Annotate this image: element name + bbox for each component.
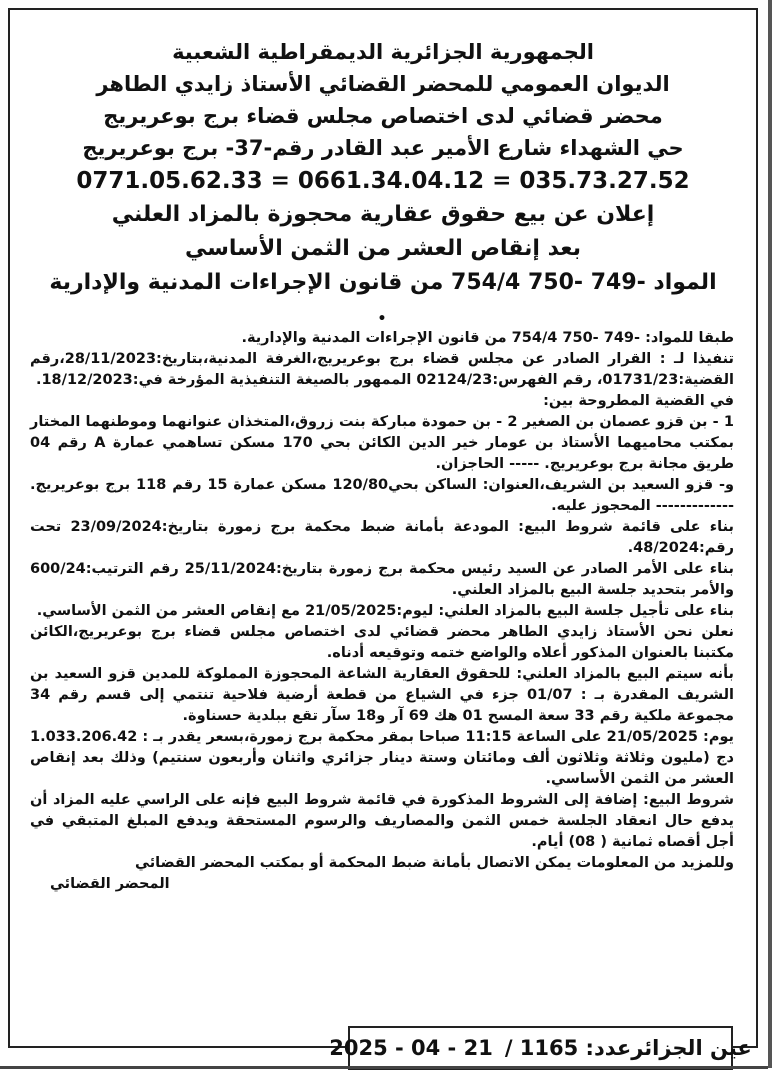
- office-phones: 0771.05.62.33 = 0661.34.04.12 = 035.73.27.52: [76, 168, 690, 194]
- announcement-title: إعلان عن بيع حقوق عقارية محجوزة بالمزاد العلني: [111, 202, 655, 227]
- publication-issue: عين الجزائرعدد: 1165 /: [504, 1036, 752, 1060]
- newspaper-clipping: [8, 8, 764, 1072]
- paragraph-postponement: بناء على تأجيل جلسة البيع بالمزاد العلني: ليوم:21/05/2025 مع إنقاص العشر من الثمن الأساسي.: [36, 603, 734, 619]
- paragraph-property: بأنه سيتم البيع بالمزاد العلني: للحقوق العقارية الشاعة المحجوزة المملوكة للمدين قزو السعيد بن الشريف المقدرة بـ : 01/07 جزء في الشياع من قطعة أرضية فلاحية تنتمي إلى قسم رقم 34 مجموعة ملكية رقم 33 سعة المسح 01 هك 69 آر و18 سآر تقع ببلدية حسناوة.: [30, 666, 734, 724]
- paragraph-legal-basis: طبقا للمواد: -749 -750 754/4 من قانون الإجراءات المدنية والإدارية.: [241, 330, 734, 346]
- publication-footer: [329, 1026, 752, 1070]
- republic-title: الجمهورية الجزائرية الديمقراطية الشعبية: [172, 40, 594, 64]
- paragraph-seizing-parties: 1 - بن قزو عصمان بن الصغير 2 - بن حمودة مباركة بنت زروق،المتخذان عنوانهما وموطنهما المختار بمكتب محاميهما الأستاذ بن عومار خير الدين الكائن بحي 170 مسكن تساهمي عمارة A رقم 04 طريق مجانة برج بوعريريج. ----- الحاجزان.: [30, 414, 734, 472]
- announcement-body: [10, 300, 756, 895]
- separator-dot: •: [377, 311, 387, 327]
- paragraph-sale-conditions: شروط البيع: إضافة إلى الشروط المذكورة في قائمة شروط البيع فإنه على الراسي عليه المزاد أن يدفع حال انعقاد الجلسة خمس الثمن والمصاريف والرسوم المستحقة ويدفع المبلغ المتبقي في أجل أقصاه ثمانية ( 08) أيام.: [30, 792, 734, 850]
- publication-date: 2025 - 04 - 21: [329, 1036, 493, 1060]
- paragraph-sale-date-price: يوم: 21/05/2025 على الساعة 11:15 صباحا بمقر محكمة برج زمورة،بسعر يقدر بـ : 1.033.206.42 دج (مليون وثلاثة وثلاثون ألف ومائتان وستة دينار جزائري واثنان وأربعون سنتيم) وذلك بعد إنقاص العشر من الثمن الأساسي.: [30, 729, 735, 787]
- signature-label: المحضر القضائي: [50, 876, 170, 892]
- paragraph-court-order: بناء على الأمر الصادر عن السيد رئيس محكمة برج زمورة بتاريخ:25/11/2024 رقم الترتيب:600/24 والأمر بتحديد جلسة البيع بالمزاد العلني.: [30, 561, 734, 598]
- paragraph-case-intro: في القضية المطروحة بين:: [543, 393, 734, 409]
- paragraph-seized-party: و- قزو السعيد بن الشريف،العنوان: الساكن بحي120/80 مسكن عمارة 15 رقم 118 برج بوعريريج. ------------- المحجوز عليه.: [30, 477, 734, 514]
- announcement-subtitle: بعد إنقاص العشر من الثمن الأساسي: [185, 236, 581, 261]
- column-divider: [768, 0, 772, 1068]
- bottom-divider: [0, 1066, 768, 1069]
- office-jurisdiction: محضر قضائي لدى اختصاص مجلس قضاء برج بوعريريج: [103, 104, 663, 128]
- announcement-header: [10, 10, 756, 300]
- office-name: الديوان العمومي للمحضر القضائي الأستاذ زايدي الطاهر: [96, 72, 670, 96]
- paragraph-execution: تنفيذا لـ : القرار الصادر عن مجلس قضاء برج بوعريريج،الغرفة المدنية،بتاريخ:28/11/2023،رقم القضية:01731/23، رقم الفهرس:02124/23 الممهور بالصيغة التنفيذية المؤرخة في:18/12/2023.: [30, 351, 734, 388]
- paragraph-announcement: نعلن نحن الأستاذ زايدي الطاهر محضر قضائي لدى اختصاص مجلس قضاء برج بوعريريج،الكائن مكتبنا بالعنوان المذكور أعلاه والواضع ختمه وتوقيعه أدناه.: [30, 624, 734, 661]
- paragraph-conditions-list: بناء على قائمة شروط البيع: المودعة بأمانة ضبط محكمة برج زمورة بتاريخ:23/09/2024 تحت رقم:48/2024.: [30, 519, 734, 556]
- announcement-box: [8, 8, 758, 1048]
- paragraph-contact: وللمزيد من المعلومات يمكن الاتصال بأمانة ضبط المحكمة أو بمكتب المحضر القضائي: [135, 855, 734, 871]
- office-address: حي الشهداء شارع الأمير عبد القادر رقم-37- برج بوعريريج: [82, 136, 684, 160]
- legal-articles: المواد -749 -750 754/4 من قانون الإجراءات المدنية والإدارية: [49, 270, 717, 295]
